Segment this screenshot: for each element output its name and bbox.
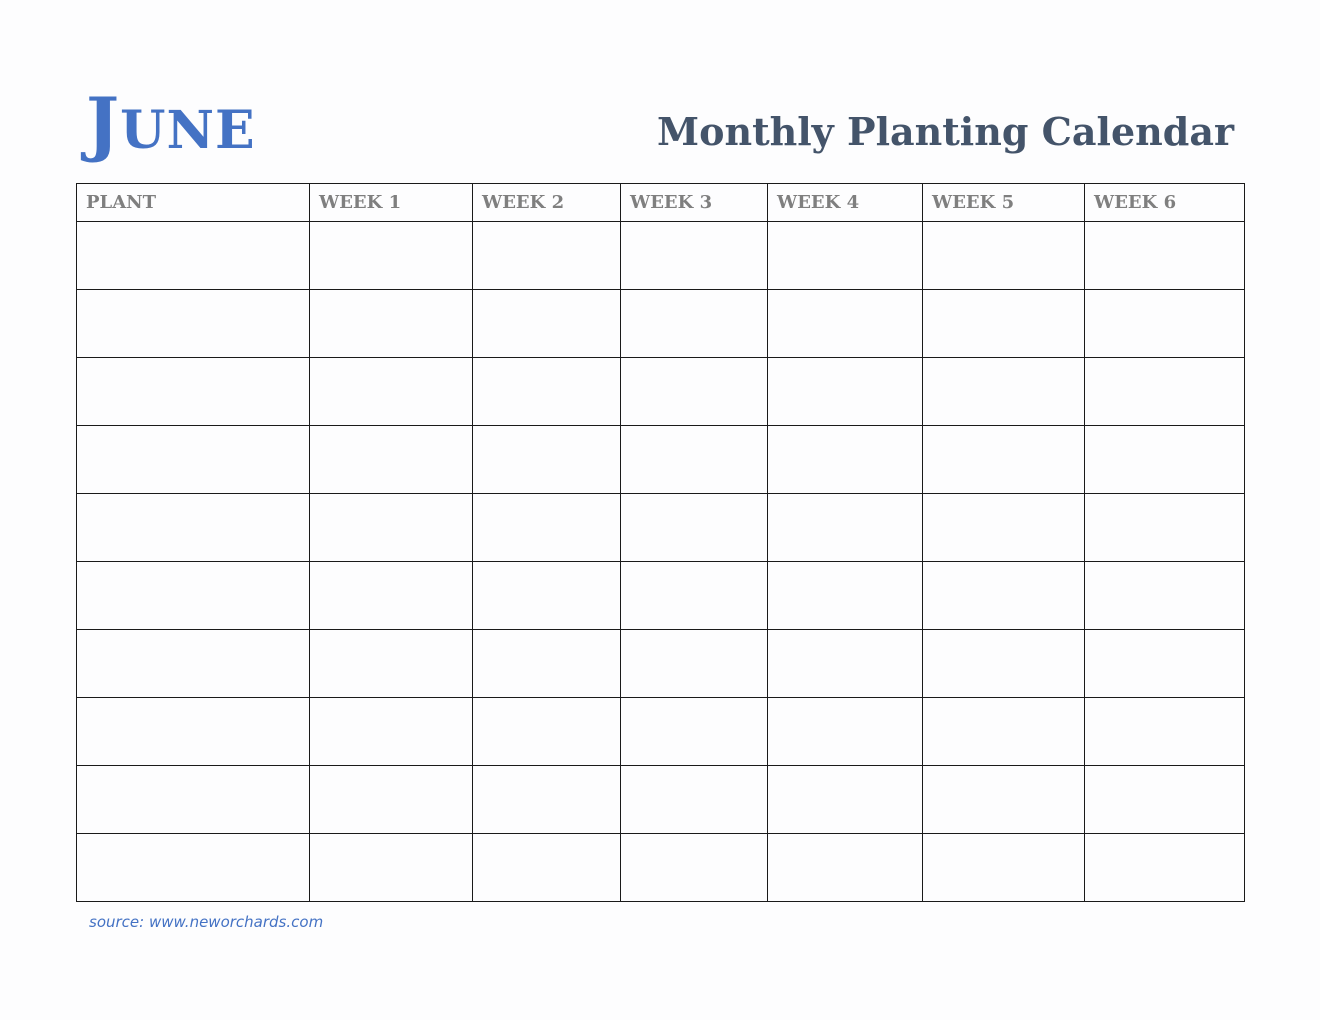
week-cell[interactable]	[473, 494, 621, 562]
calendar-title: Monthly Planting Calendar	[657, 109, 1234, 154]
plant-cell[interactable]	[77, 834, 310, 902]
plant-cell[interactable]	[77, 358, 310, 426]
week-cell[interactable]	[621, 222, 768, 290]
column-header-plant: PLANT	[77, 184, 310, 222]
week-cell[interactable]	[473, 222, 621, 290]
week-cell[interactable]	[621, 766, 768, 834]
plant-cell[interactable]	[77, 494, 310, 562]
month-initial: J	[86, 82, 121, 165]
week-cell[interactable]	[310, 290, 473, 358]
month-rest: UNE	[120, 100, 256, 161]
column-header-week-6: WEEK 6	[1085, 184, 1245, 222]
table-row	[77, 766, 1245, 834]
table-row	[77, 290, 1245, 358]
week-cell[interactable]	[473, 426, 621, 494]
week-cell[interactable]	[1085, 834, 1245, 902]
source-note: source: www.neworchards.com	[89, 913, 324, 931]
table-row	[77, 494, 1245, 562]
week-cell[interactable]	[923, 290, 1085, 358]
week-cell[interactable]	[473, 766, 621, 834]
week-cell[interactable]	[768, 562, 923, 630]
week-cell[interactable]	[923, 630, 1085, 698]
week-cell[interactable]	[768, 766, 923, 834]
week-cell[interactable]	[310, 834, 473, 902]
week-cell[interactable]	[923, 494, 1085, 562]
header-row	[77, 184, 1245, 222]
week-cell[interactable]	[621, 358, 768, 426]
table-row	[77, 358, 1245, 426]
plant-cell[interactable]	[77, 698, 310, 766]
table-row	[77, 698, 1245, 766]
week-cell[interactable]	[310, 222, 473, 290]
week-cell[interactable]	[310, 630, 473, 698]
week-cell[interactable]	[473, 630, 621, 698]
week-cell[interactable]	[923, 766, 1085, 834]
week-cell[interactable]	[621, 426, 768, 494]
week-cell[interactable]	[768, 222, 923, 290]
column-header-week-4: WEEK 4	[768, 184, 923, 222]
week-cell[interactable]	[621, 630, 768, 698]
table-row	[77, 222, 1245, 290]
week-cell[interactable]	[768, 494, 923, 562]
week-cell[interactable]	[1085, 358, 1245, 426]
table-row	[77, 630, 1245, 698]
week-cell[interactable]	[923, 698, 1085, 766]
plant-cell[interactable]	[77, 222, 310, 290]
week-cell[interactable]	[473, 834, 621, 902]
week-cell[interactable]	[621, 290, 768, 358]
week-cell[interactable]	[1085, 562, 1245, 630]
week-cell[interactable]	[473, 562, 621, 630]
week-cell[interactable]	[310, 358, 473, 426]
week-cell[interactable]	[621, 834, 768, 902]
week-cell[interactable]	[310, 562, 473, 630]
week-cell[interactable]	[1085, 426, 1245, 494]
week-cell[interactable]	[310, 426, 473, 494]
table-row	[77, 834, 1245, 902]
column-header-week-5: WEEK 5	[923, 184, 1085, 222]
week-cell[interactable]	[621, 494, 768, 562]
week-cell[interactable]	[923, 562, 1085, 630]
column-header-week-2: WEEK 2	[473, 184, 621, 222]
week-cell[interactable]	[310, 766, 473, 834]
column-header-week-3: WEEK 3	[621, 184, 768, 222]
week-cell[interactable]	[1085, 630, 1245, 698]
week-cell[interactable]	[1085, 290, 1245, 358]
week-cell[interactable]	[768, 290, 923, 358]
column-header-week-1: WEEK 1	[310, 184, 473, 222]
table-body	[77, 222, 1245, 902]
week-cell[interactable]	[923, 426, 1085, 494]
month-title	[86, 84, 256, 171]
week-cell[interactable]	[923, 358, 1085, 426]
week-cell[interactable]	[310, 698, 473, 766]
plant-cell[interactable]	[77, 766, 310, 834]
week-cell[interactable]	[310, 494, 473, 562]
week-cell[interactable]	[621, 698, 768, 766]
plant-cell[interactable]	[77, 290, 310, 358]
week-cell[interactable]	[923, 834, 1085, 902]
table-row	[77, 562, 1245, 630]
plant-cell[interactable]	[77, 426, 310, 494]
week-cell[interactable]	[768, 630, 923, 698]
week-cell[interactable]	[768, 358, 923, 426]
week-cell[interactable]	[473, 698, 621, 766]
week-cell[interactable]	[768, 426, 923, 494]
week-cell[interactable]	[473, 358, 621, 426]
week-cell[interactable]	[621, 562, 768, 630]
week-cell[interactable]	[768, 698, 923, 766]
week-cell[interactable]	[768, 834, 923, 902]
plant-cell[interactable]	[77, 630, 310, 698]
week-cell[interactable]	[923, 222, 1085, 290]
week-cell[interactable]	[1085, 494, 1245, 562]
week-cell[interactable]	[473, 290, 621, 358]
week-cell[interactable]	[1085, 766, 1245, 834]
table-row	[77, 426, 1245, 494]
week-cell[interactable]	[1085, 222, 1245, 290]
plant-cell[interactable]	[77, 562, 310, 630]
planting-table	[76, 183, 1245, 902]
week-cell[interactable]	[1085, 698, 1245, 766]
